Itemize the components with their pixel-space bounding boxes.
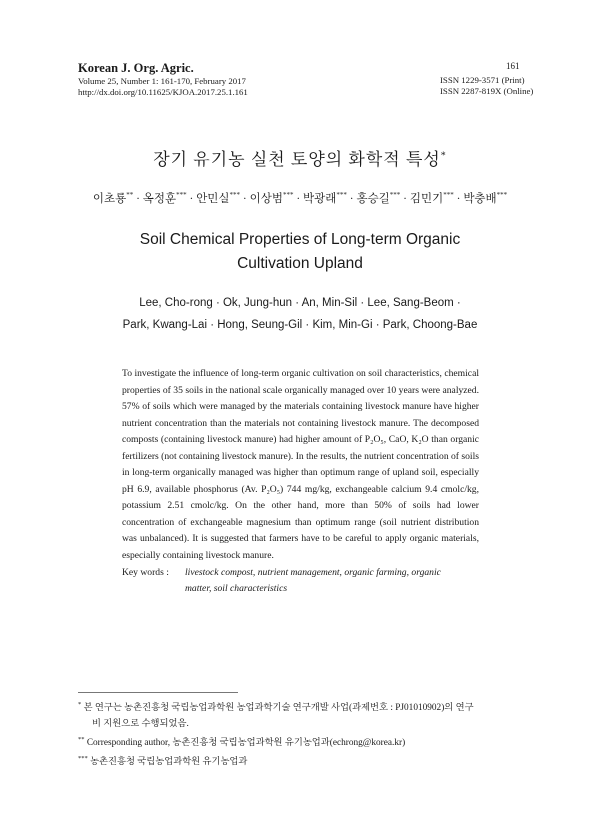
footnote-mark: * (78, 701, 82, 708)
footnote-text: 본 연구는 농촌진흥청 국립농업과학원 농업과학기술 연구개발 사업(과제번호 : PJ01010902)의 연구 (81, 703, 474, 714)
affiliation-mark: *** (336, 191, 347, 200)
footnote (78, 697, 526, 716)
author-name: 이상범 (249, 193, 283, 205)
issn-online: ISSN 2287-819X (Online) (440, 86, 534, 96)
page-number: 161 (506, 61, 520, 71)
keywords (122, 565, 482, 597)
korean-title-text: 장기 유기농 실천 토양의 화학적 특성 (153, 150, 441, 169)
affiliation-mark: *** (443, 191, 454, 200)
abstract: To investigate the influence of long-term organic cultivation on soil characteristics, chemical properties of 35 soils in the national scale organically managed over 10 years were analyzed. 57% of soils which were managed by the materials containing livestock manure have higher nutrient concentration than the materials not containing livestock manure. The decomposed composts (containing livestock manure) had higher amount of P₂O₅, CaO, K₂O than organic fertilizers (not containing livestock manure). In the results, the nutrient concentration of soils in long-term organically managed was higher than optimum range of upland soil, especially pH 6.9, available phosphorus (Av. P₂O₅) 744 mg/kg, exchangeable calcium 9.4 cmolc/kg, potassium 2.51 cmolc/kg. On the other hand, more than 50% of soils had lower concentration of exchangeable magnesium than optimum range (soil nutrient distribution was unbalanced). It is suggested that farmers have to be careful to apply organic materials, especially containing livestock manure. (122, 368, 479, 561)
author-separator: · (400, 193, 410, 205)
korean-authors (0, 190, 600, 206)
author-separator: · (186, 193, 197, 205)
affiliation-mark: *** (229, 191, 241, 200)
issn-block (440, 75, 533, 97)
author-separator: · (240, 193, 250, 205)
volume-line: Volume 25, Number 1: 161-170, February 2017 (78, 76, 246, 86)
footnote (78, 732, 526, 751)
footnote-mark: ** (78, 736, 85, 744)
journal-header (78, 60, 248, 98)
english-title-line: Soil Chemical Properties of Long-term Organic (139, 231, 461, 248)
english-title (0, 228, 600, 276)
author-name: 옥정훈 (142, 193, 177, 205)
author-separator: · (133, 193, 143, 205)
footnote-divider (78, 692, 238, 693)
author-separator: · (346, 193, 357, 205)
author-name: 홍승길 (356, 193, 390, 205)
footnote-continuation: 비 지원으로 수행되었음. (92, 719, 189, 730)
english-authors-line: Lee, Cho-rong · Ok, Jung-hun · An, Min-Sil · Lee, Sang-Beom · (139, 297, 461, 309)
author-separator: · (453, 193, 464, 205)
author-name: 안민실 (196, 193, 230, 205)
affiliation-mark: ** (126, 191, 134, 200)
footnote (78, 751, 526, 770)
issn-print: ISSN 1229-3571 (Print) (440, 75, 525, 85)
author-separator: · (293, 193, 304, 205)
author-name: 박광래 (303, 193, 337, 205)
author-name: 이초룡 (92, 193, 127, 205)
footnote-text: Corresponding author, 농촌진흥청 국립농업과학원 유기농업과(echrong@korea.kr) (84, 738, 406, 749)
english-title-line: Cultivation Upland (237, 255, 363, 272)
title-footnote-mark: * (440, 150, 447, 162)
keywords-text: matter, soil characteristics (185, 583, 288, 594)
footnotes (78, 697, 526, 770)
author-name: 박충배 (463, 193, 497, 205)
affiliation-mark: *** (282, 191, 294, 200)
footnote-mark: *** (78, 755, 88, 763)
footnote-text: 농촌진흥청 국립농업과학원 유기농업과 (87, 757, 248, 768)
doi-link[interactable]: http://dx.doi.org/10.11625/KJOA.2017.25.1.161 (78, 87, 248, 97)
journal-name: Korean J. Org. Agric. (78, 61, 194, 75)
affiliation-mark: *** (389, 191, 401, 200)
keywords-label: Key words : (122, 567, 169, 578)
korean-title (0, 145, 600, 170)
affiliation-mark: *** (176, 191, 187, 200)
english-authors (0, 292, 600, 336)
keywords-text: livestock compost, nutrient management, organic farming, organic (185, 567, 441, 578)
affiliation-mark: *** (496, 191, 508, 200)
english-authors-line: Park, Kwang-Lai · Hong, Seung-Gil · Kim, Min-Gi · Park, Choong-Bae (122, 319, 478, 331)
author-name: 김민기 (409, 193, 444, 205)
